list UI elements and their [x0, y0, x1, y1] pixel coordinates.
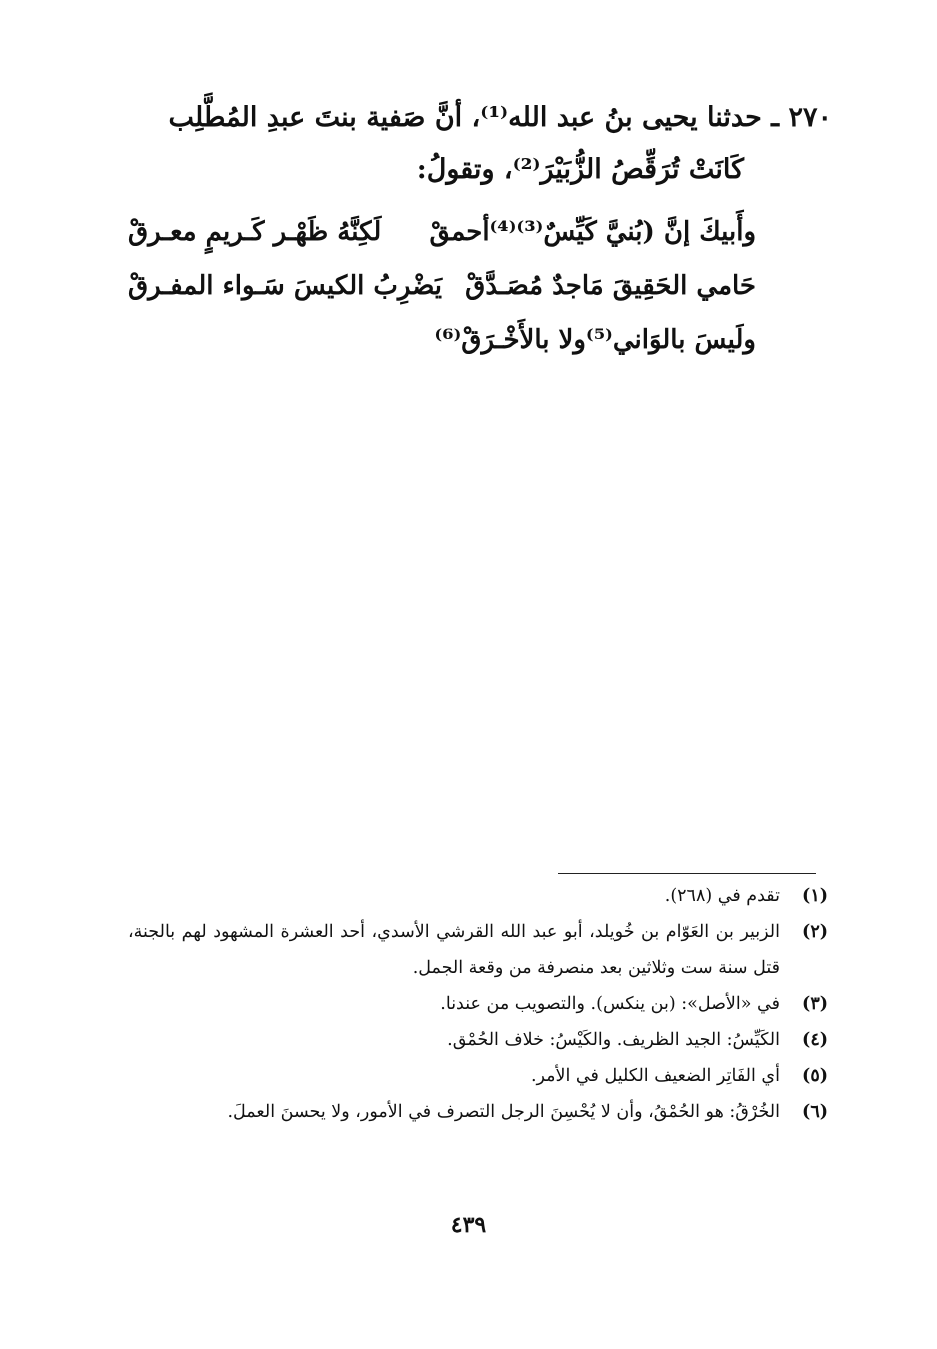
hadith-text	[128, 92, 832, 196]
verse-second-hemistich: لَكِنَّهُ ظَهْـر كَـريمٍ معـرقْ	[128, 217, 382, 247]
footnote	[128, 914, 828, 986]
footnote-text: الكَيِّسُ: الجيد الظريف. والكَيْسُ: خلاف الحُمْق.	[447, 1030, 780, 1050]
footnote-number: (٦)	[802, 1102, 828, 1122]
footnote-text: أي الفَاتِر الضعيف الكليل في الأمر.	[530, 1066, 780, 1086]
footnote-number: (١)	[802, 886, 828, 906]
footnote-text: الخُرْقُ: هو الحُمْقُ، وأن لا يُحْسِنَ الرجل التصرف في الأمور، ولا يحسنَ العملَ.	[227, 1102, 780, 1122]
footnote	[128, 1058, 828, 1094]
footnote	[128, 1022, 828, 1058]
footnote-divider	[558, 873, 816, 874]
verse-row	[128, 205, 756, 259]
footnote-number: (٤)	[802, 1030, 828, 1050]
footnote-text: الزبير بن العَوّام بن خُويلد، أبو عبد الله القرشي الأسدي، أحد العشرة المشهود لهم بالجنة، قتل سنة ست وثلاثين بعد منصرفة من وقعة الجمل.	[128, 922, 780, 978]
verse-first-hemistich: وأَبيكَ إنَّ (بُنيَّ كَيِّسٌ⁽³⁾⁽⁴⁾أحمقْ	[429, 217, 756, 247]
hadith-line-1: ٢٧٠ ـ حدثنا يحيى بنُ عبد الله⁽¹⁾، أنَّ صَفية بنتَ عبدِ المُطَّلِب	[168, 102, 832, 133]
footnote	[128, 986, 828, 1022]
page-number: ٤٣٩	[450, 1212, 487, 1238]
footnote-text: تقدم في (٢٦٨).	[664, 886, 780, 906]
verse-second-hemistich: يَضْرِبُ الكيسَ سَـواء المفـرقْ	[128, 271, 443, 301]
footnote-number: (٢)	[802, 922, 828, 942]
verse-first-hemistich: ولَيسَ بالوَاني⁽⁵⁾ولا بالأَخْـرَقْ⁽⁶⁾	[434, 325, 756, 355]
footnote-text: في «الأصل»: (بن ينكس). والتصويب من عندنا.	[440, 994, 780, 1014]
verse-first-hemistich: حَامي الحَقِيقَ مَاجدٌ مُصَـدَّقْ	[465, 271, 756, 301]
footnote-number: (٥)	[802, 1066, 828, 1086]
verse-row	[128, 313, 756, 367]
footnote	[128, 878, 828, 914]
verse-row	[128, 259, 756, 313]
footnote	[128, 1094, 828, 1130]
footnote-number: (٣)	[802, 994, 828, 1014]
hadith-line-2: كَانَتْ تُرَقِّصُ الزُّبَيْرَ⁽²⁾، وتقولُ:	[416, 154, 744, 185]
poem-verses	[128, 205, 756, 367]
footnotes	[128, 878, 828, 1130]
